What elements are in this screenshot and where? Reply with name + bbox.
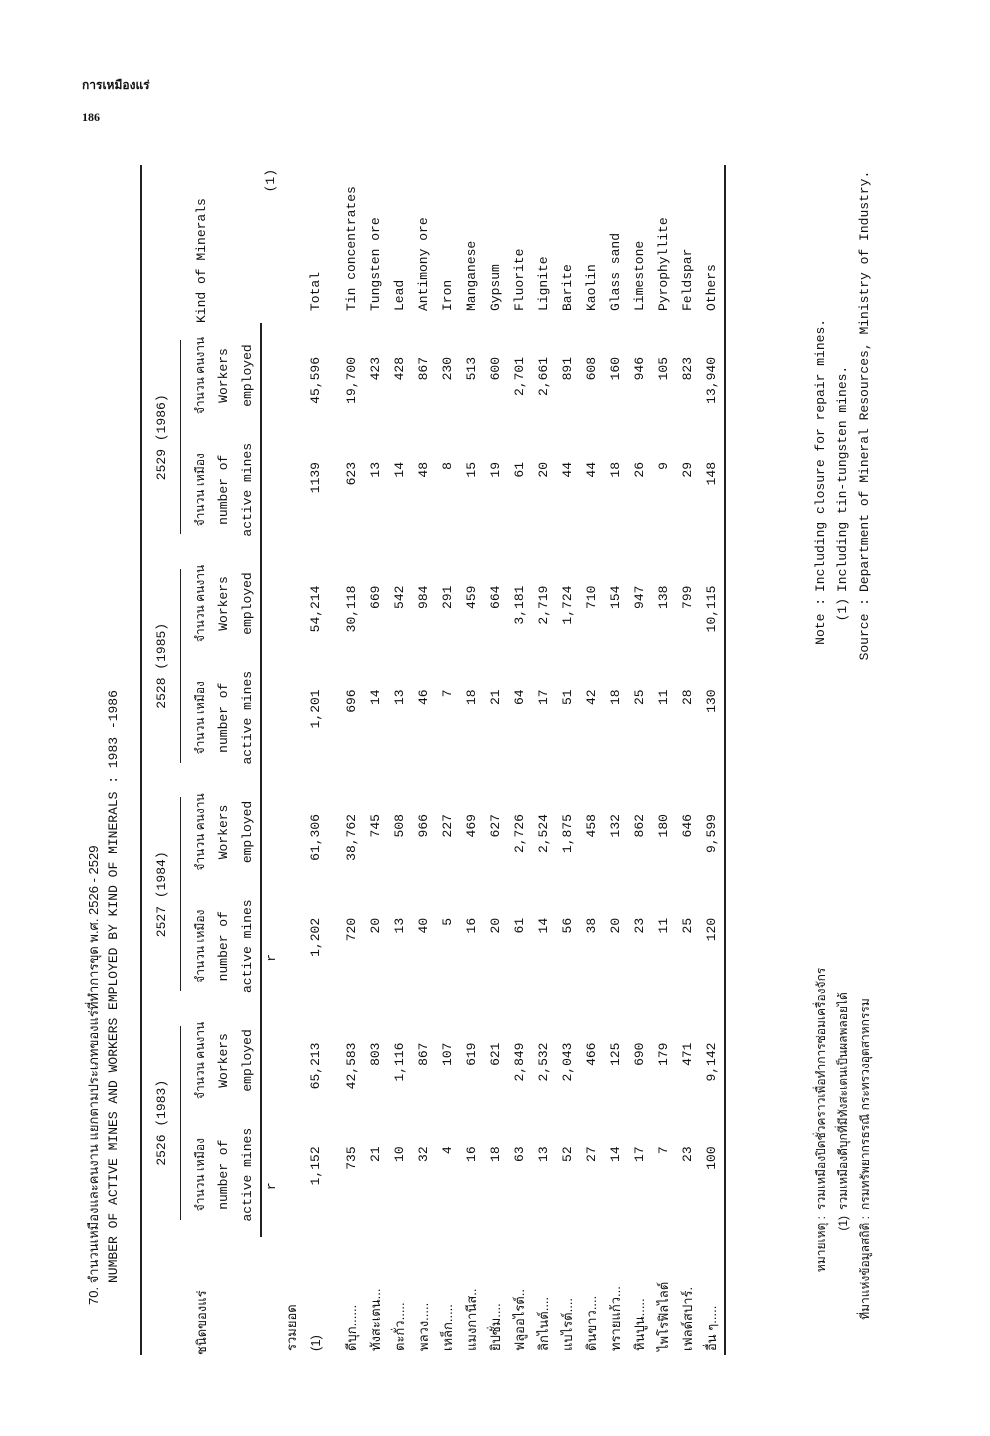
mineral-name-thai: เหล็ก..... [440,1304,455,1351]
workers-cell: 10,115 [700,552,725,656]
table-row [364,165,388,1355]
workers-cell: 867 [416,1042,431,1066]
note-key: Source : [857,598,872,661]
mines-cell: 32 [416,1146,431,1162]
workers-cell: 459 [464,585,479,609]
note-line [832,968,854,1320]
workers-cell: 867 [416,357,431,381]
table-row [580,165,604,1355]
note-text: กรมทรัพยากรธรณี กระทรวงอุตสาหกรรม [858,998,872,1210]
mines-cell: 16 [464,1146,479,1162]
total-label-thai: รวมยอด (1) [283,1304,323,1351]
workers-cell: 690 [632,1042,647,1066]
table-row [508,165,532,1355]
mines-header: จำนวน เหมือง number of active mines [188,655,261,780]
year-header: 2529 (1986) [141,323,188,552]
workers-cell: 179 [656,1042,671,1066]
workers-cell: 3,181 [512,585,527,625]
mines-cell: 17 [632,1146,647,1162]
workers-cell: 862 [632,814,647,838]
mineral-name-thai: ทังสะเตน... [368,1288,383,1351]
mines-cell: 44 [584,462,599,478]
note-line [854,968,876,1320]
section-header: การเหมืองแร่ [82,78,150,92]
note-text: Including tin-tungsten mines. [835,365,850,592]
workers-header: จำนวน คนงาน Workers employed [188,780,261,884]
spacer-row [328,165,340,1355]
workers-cell: 230 [440,357,455,381]
table-row [556,165,580,1355]
workers-cell: 2,719 [536,585,551,625]
workers-cell: 9,599 [700,780,725,884]
workers-cell: 38,762 [344,814,359,861]
mines-cell: 17 [536,689,551,705]
mines-cell: 5 [440,917,455,926]
workers-cell: 966 [416,814,431,838]
mines-cell: 42 [584,689,599,705]
mineral-name-thai: ตะกั่ว..... [392,1302,407,1351]
table-row [604,165,628,1355]
mineral-name-english: Tungsten ore [368,217,383,311]
mines-cell: 15 [464,462,479,478]
workers-cell: 542 [392,585,407,609]
workers-cell: 2,661 [536,357,551,397]
note-text: รวมเหมืองดีบุกที่มีทังสะเตนเป็นผลพลอยได้ [836,992,850,1210]
note-line [810,171,832,670]
mineral-name-thai: พลวง..... [416,1302,431,1351]
mineral-name-thai: เฟลด์สปาร์. [680,1286,695,1351]
workers-cell: 2,701 [512,357,527,397]
mines-cell: 13 [392,689,407,705]
mines-cell: 52 [560,1146,575,1162]
note-text: รวมเหมืองปิดชั่วคราวเพื่อทำการซ่อมเครื่องจักร [814,967,828,1210]
workers-cell: 19,700 [344,357,359,404]
mines-cell: 11 [656,689,671,705]
workers-cell: 891 [560,357,575,381]
workers-cell: 2,532 [536,1042,551,1082]
mines-cell: 29 [680,462,695,478]
workers-header: จำนวน คนงาน Workers employed [188,552,261,656]
mines-cell: 63 [512,1146,527,1162]
workers-header: จำนวน คนงาน Workers employed [188,1009,261,1113]
workers-cell: 291 [440,585,455,609]
workers-cell: 823 [680,357,695,381]
mines-cell: 120 [700,884,725,1009]
table-row [652,165,676,1355]
note-key: Note : [813,598,828,645]
mineral-name-english: Glass sand [608,232,623,311]
page-number: 186 [82,110,100,124]
mineral-name-english: Iron [440,279,455,311]
mines-cell: 38 [584,917,599,934]
table-row [388,165,412,1355]
mines-cell: 13 [536,1146,551,1162]
mineral-name-english: Feldspar [680,248,695,311]
note-key: (1) [836,1216,850,1231]
mines-cell: 44 [560,462,575,478]
mineral-name-english: Tin concentrates [344,186,359,311]
mines-cell: 13 [368,462,383,478]
mineral-name-thai: ทรายแก้ว... [608,1286,623,1351]
year-header: 2527 (1984) [141,780,188,1008]
workers-cell: 138 [656,585,671,609]
table-row [340,165,364,1355]
mines-cell: 18 [608,462,623,478]
mines-cell: 10 [392,1146,407,1162]
mines-cell: 14 [368,689,383,705]
note-line [810,968,832,1320]
total-label-english: (1) Total [261,165,328,323]
workers-cell: 1,116 [392,1042,407,1082]
workers-cell: 508 [392,814,407,838]
rotated-table-page [86,100,950,1360]
mines-cell: 20 [488,917,503,934]
workers-cell: 946 [632,357,647,381]
title-thai: 70. จำนวนเหมืองและคนงาน แยกตามประเภทของแร่ที่ทำการขุด พ.ศ. 2526 - 2529 [86,845,101,1305]
mineral-name-thai: ยิปซั่ม.... [488,1303,503,1351]
mines-cell: 23 [680,1146,695,1162]
mines-cell: 623 [344,462,359,486]
note-text: Including closure for repair mines. [813,318,828,592]
mines-cell: 11 [656,917,671,934]
mineral-name-english: Limestone [632,240,647,311]
mines-cell: 16 [464,917,479,934]
total-row [261,165,328,1355]
workers-cell: 1,724 [560,585,575,625]
mineral-name-thai: ดินขาว.... [584,1295,599,1351]
notes-thai [810,968,876,1320]
mineral-name-english: Others [700,165,725,323]
mines-cell: 20 [536,462,551,478]
workers-cell: 154 [608,585,623,609]
workers-cell: 469 [464,814,479,838]
workers-cell: 710 [584,585,599,609]
mines-cell: 19 [488,462,503,478]
total-mines-1983: r 1,152 [261,1112,328,1237]
mines-cell: 64 [512,689,527,705]
mines-cell: 696 [344,689,359,713]
total-workers-1983: 65,213 [308,1042,323,1090]
note-line [854,171,876,670]
table-row [460,165,484,1355]
mineral-name-english: Fluorite [512,248,527,311]
mines-cell: 4 [440,1146,455,1155]
workers-cell: 947 [632,585,647,609]
mines-cell: 46 [416,689,431,705]
mineral-name-thai: อื่น ๆ..... [700,1237,725,1355]
table-title [84,105,124,1305]
workers-cell: 466 [584,1042,599,1066]
table-row [532,165,556,1355]
total-mines-1985: 1,201 [308,689,323,729]
mineral-name-thai: แบไรต์.... [560,1297,575,1351]
mineral-name-thai: ลิกไนต์.... [536,1296,551,1351]
workers-cell: 9,142 [700,1009,725,1113]
workers-cell: 42,583 [344,1042,359,1090]
workers-cell: 2,043 [560,1042,575,1082]
workers-cell: 669 [368,585,383,609]
revised-mark: r [264,1182,279,1191]
mines-cell: 18 [488,1146,503,1162]
workers-cell: 2,524 [536,814,551,854]
total-footnote: (1) [263,169,278,193]
mines-cell: 130 [700,655,725,780]
mines-cell: 100 [700,1112,725,1237]
mines-cell: 14 [536,917,551,934]
mines-cell: 148 [700,428,725,552]
mines-cell: 18 [608,689,623,705]
workers-cell: 423 [368,357,383,381]
mines-cell: 48 [416,462,431,478]
mines-cell: 14 [392,462,407,478]
mines-cell: 21 [368,1146,383,1162]
workers-cell: 803 [368,1042,383,1066]
workers-cell: 458 [584,814,599,838]
total-mines-1984: r 1,202 [261,884,328,1009]
workers-cell: 2,726 [512,814,527,854]
workers-cell: 13,940 [700,323,725,428]
workers-cell: 799 [680,585,695,609]
workers-cell: 30,118 [344,585,359,633]
mines-cell: 23 [632,917,647,934]
workers-cell: 1,875 [560,814,575,854]
total-workers-1985: 54,214 [308,585,323,633]
workers-cell: 513 [464,357,479,381]
workers-cell: 428 [392,357,407,381]
mines-cell: 18 [464,689,479,705]
workers-cell: 600 [488,357,503,381]
table-row [700,165,725,1355]
workers-cell: 619 [464,1042,479,1066]
note-text: Department of Mineral Resources, Ministry of Industry. [857,170,872,592]
mineral-name-english: Lignite [536,256,551,311]
revised-mark: r [264,953,279,962]
mines-cell: 20 [608,917,623,934]
note-key: (1) [835,598,850,622]
mines-cell: 9 [656,462,671,470]
mines-header: จำนวน เหมือง number of active mines [188,884,261,1009]
mines-header: จำนวน เหมือง number of active mines [188,428,261,552]
workers-cell: 627 [488,814,503,838]
workers-cell: 621 [488,1042,503,1066]
mines-cell: 61 [512,917,527,934]
mineral-name-english: Lead [392,279,407,311]
table-row [676,165,700,1355]
workers-cell: 227 [440,814,455,838]
mineral-name-english: Antimony ore [416,217,431,311]
mines-cell: 51 [560,689,575,705]
mineral-name-thai: หินปูน..... [632,1298,647,1351]
mineral-name-english: Kaolin [584,264,599,311]
workers-cell: 608 [584,357,599,381]
minerals-table [140,165,726,1355]
mineral-name-thai: แมงกานีส.. [464,1288,479,1351]
workers-cell: 471 [680,1042,695,1066]
mines-cell: 25 [680,917,695,934]
mines-cell: 7 [440,689,455,698]
workers-header: จำนวน คนงาน Workers employed [188,323,261,428]
mineral-name-thai: ดีบุก...... [344,1304,359,1351]
mines-cell: 20 [368,917,383,934]
mines-cell: 13 [392,917,407,934]
table-row [436,165,460,1355]
mines-cell: 21 [488,689,503,705]
mines-cell: 61 [512,462,527,478]
workers-cell: 745 [368,814,383,838]
table-row [628,165,652,1355]
year-header: 2528 (1985) [141,552,188,780]
mines-cell: 8 [440,462,455,470]
mineral-name-english: Gypsum [488,264,503,311]
workers-cell: 105 [656,357,671,381]
mines-cell: 25 [632,689,647,705]
mines-cell: 40 [416,917,431,934]
title-english: NUMBER OF ACTIVE MINES AND WORKERS EMPLOYED BY KIND OF MINERALS : 1983 -1986 [106,690,121,1283]
mines-cell: 26 [632,462,647,478]
workers-cell: 646 [680,814,695,838]
workers-cell: 132 [608,814,623,838]
mines-cell: 56 [560,917,575,934]
year-header: 2526 (1983) [141,1009,188,1237]
note-key: หมายเหตุ : [814,1216,828,1273]
mineral-name-english: Barite [560,264,575,311]
workers-cell: 180 [656,814,671,838]
mines-cell: 735 [344,1146,359,1170]
kind-english-header: Kind of Minerals [141,165,261,323]
table-row [484,165,508,1355]
workers-cell: 160 [608,357,623,381]
mines-cell: 7 [656,1146,671,1155]
mineral-name-thai: ไพโรฟิลไลต์ [656,1281,671,1351]
workers-cell: 125 [608,1042,623,1066]
mineral-name-english: Manganese [464,240,479,311]
workers-cell: 2,849 [512,1042,527,1082]
mineral-name-thai: ฟลูออไรต์.. [512,1289,527,1351]
workers-cell: 107 [440,1042,455,1066]
kind-thai-header: ชนิดของแร่ [141,1237,261,1355]
table-row [412,165,436,1355]
mines-cell: 14 [608,1146,623,1162]
mines-cell: 28 [680,689,695,705]
notes-english [810,171,876,670]
note-key: ที่มาแห่งข้อมูลสถิติ : [858,1216,872,1320]
mineral-name-english: Pyrophyllite [656,217,671,311]
total-workers-1986: 45,596 [308,357,323,404]
workers-cell: 664 [488,585,503,609]
mines-cell: 27 [584,1146,599,1162]
workers-cell: 984 [416,585,431,609]
mines-header: จำนวน เหมือง number of active mines [188,1112,261,1237]
total-mines-1986: 1139 [308,462,323,494]
mines-cell: 720 [344,917,359,942]
note-line [832,171,854,670]
total-workers-1984: 61,306 [308,814,323,861]
